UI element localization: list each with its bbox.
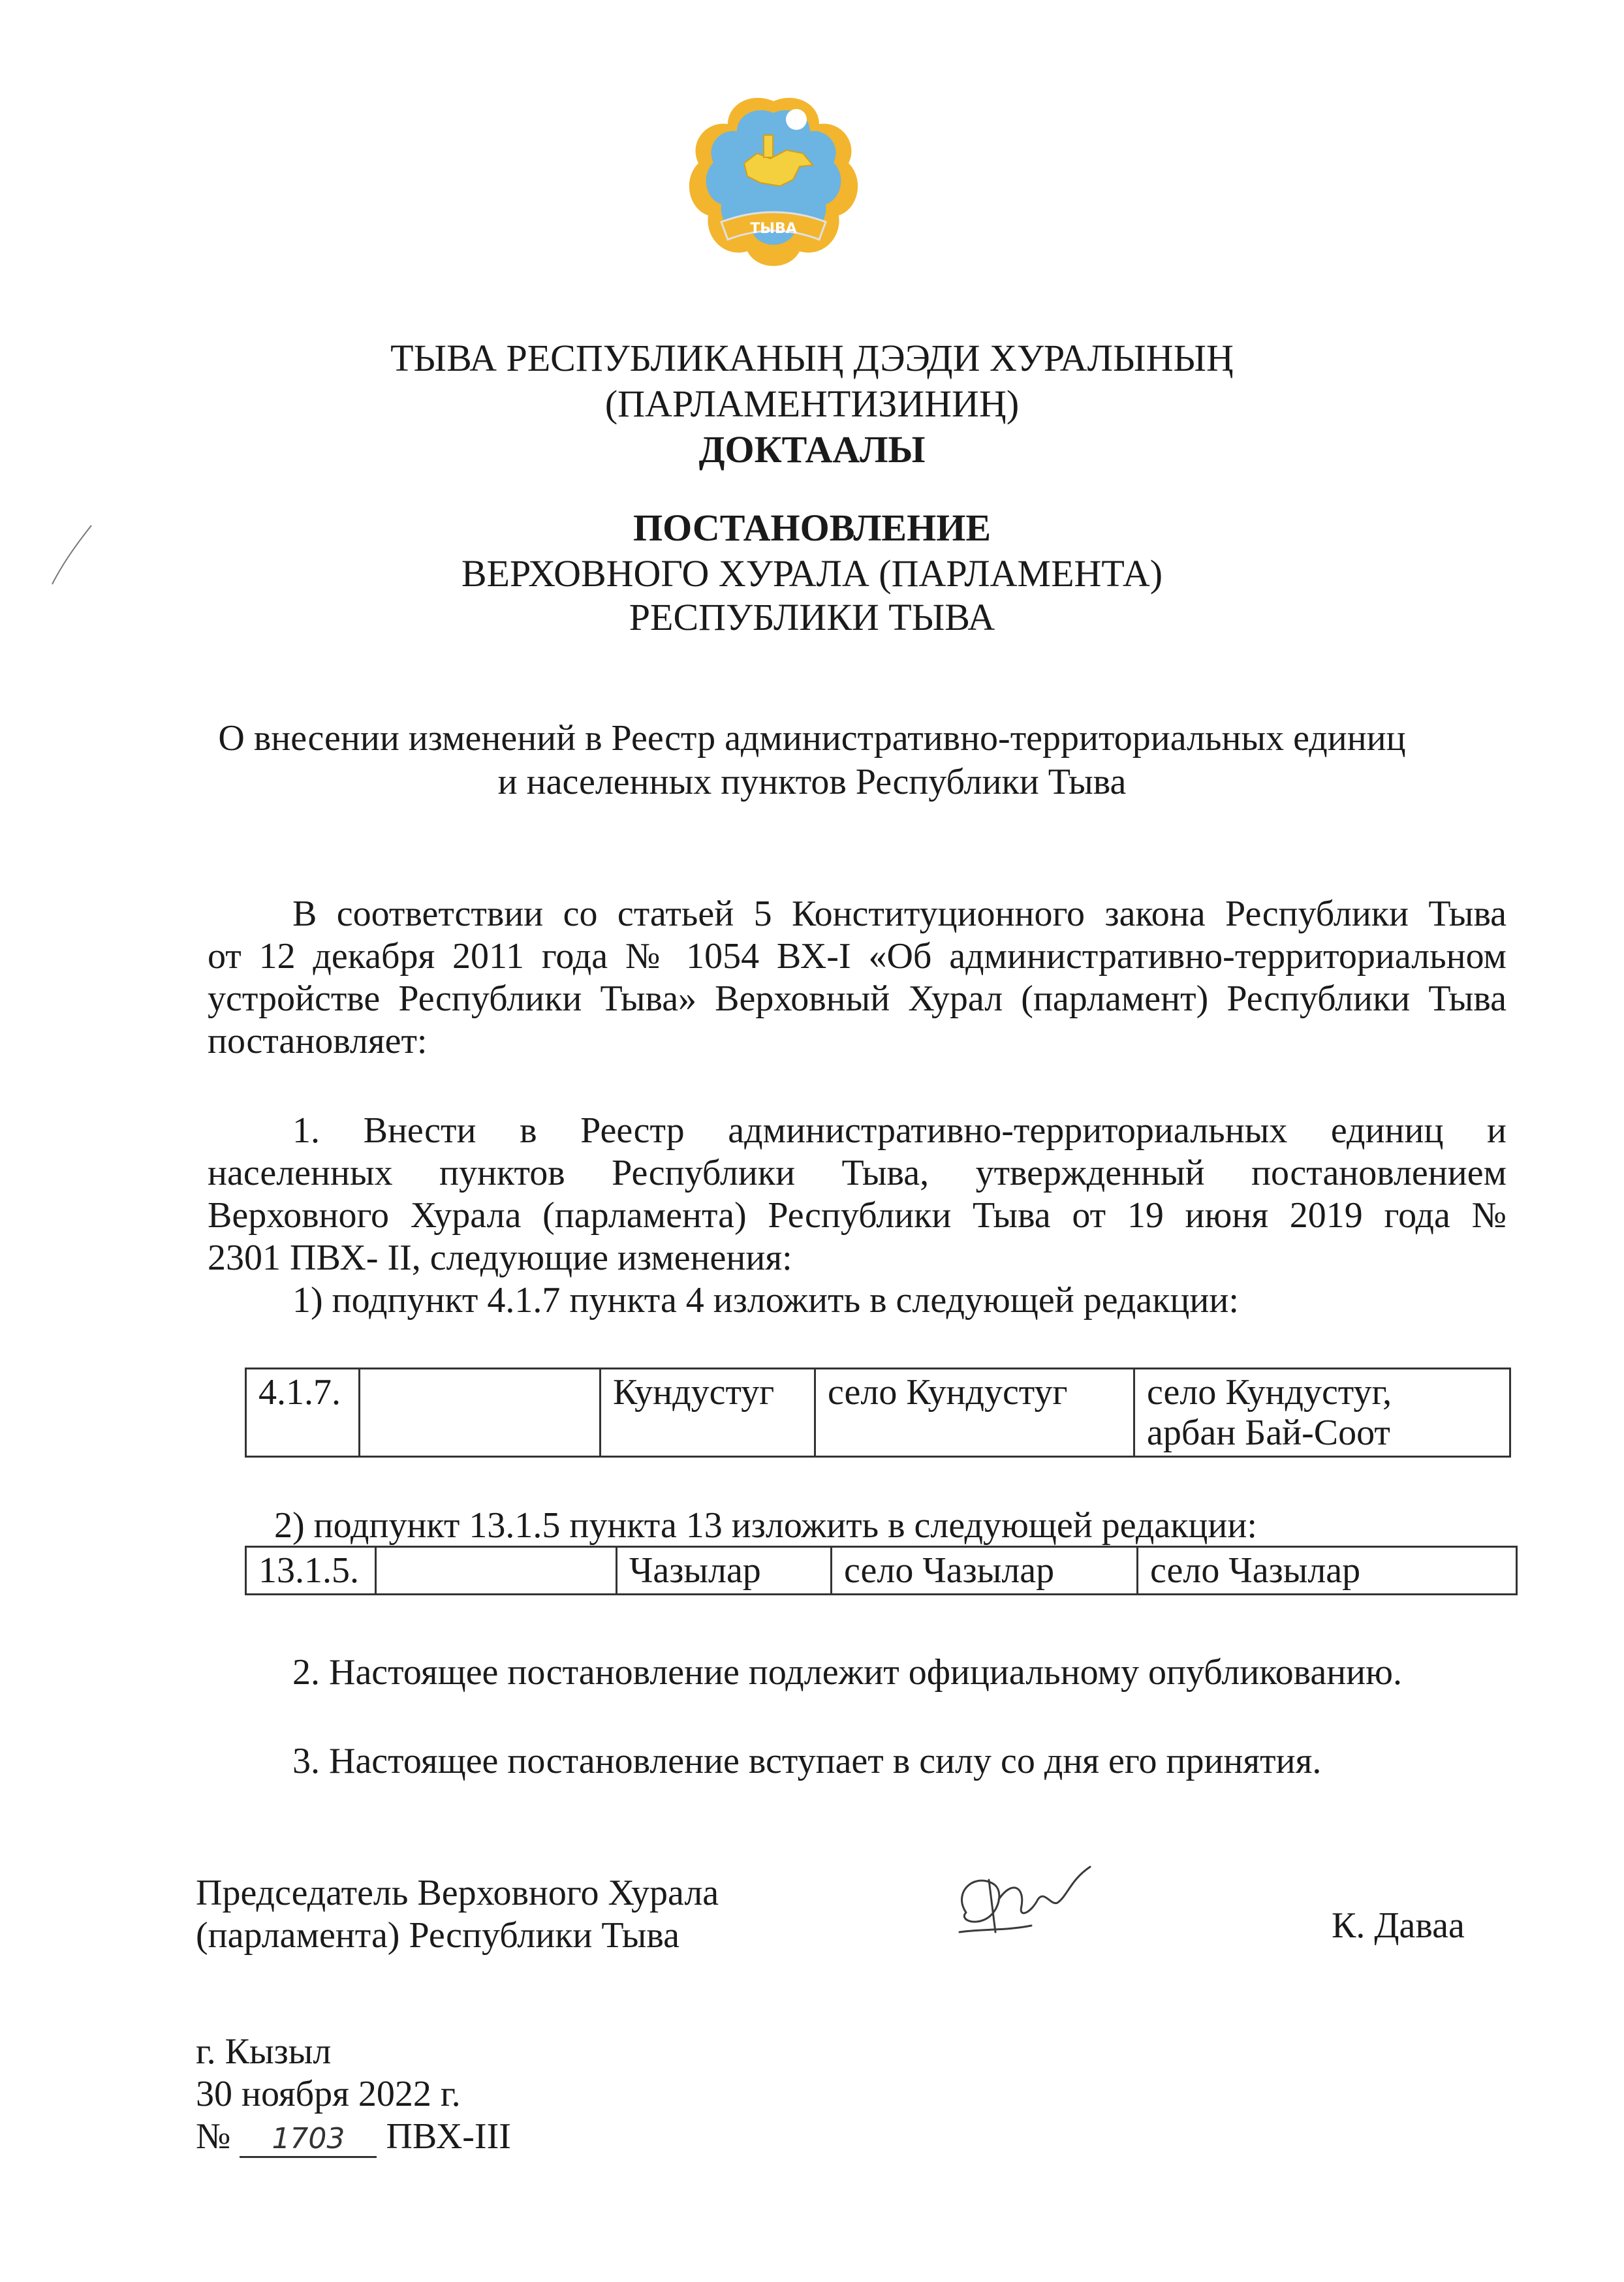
table-cell-center-line1: село Кундустуг,: [1147, 1372, 1392, 1413]
table-cell-settlement: село Чазылар: [832, 1547, 1138, 1595]
document-title-line2: и населенных пунктов Республики Тыва: [497, 762, 1127, 802]
preamble: [208, 893, 1507, 1063]
header-ru-line2: ВЕРХОВНОГО ХУРАЛА (ПАРЛАМЕНТА): [461, 552, 1163, 595]
tuva-coat-of-arms-icon: [682, 88, 865, 284]
header-ru-line3: РЕСПУБЛИКИ ТЫВА: [629, 596, 995, 638]
table-cell-name: Кундустуг: [601, 1369, 815, 1457]
preamble-line4: постановляет:: [208, 1021, 428, 1061]
item-3: 3. Настоящее постановление вступает в силу со дня его принятия.: [292, 1741, 1322, 1781]
table-cell-empty: [360, 1369, 601, 1457]
handwritten-signature: [940, 1854, 1110, 1952]
table-row: [246, 1547, 1517, 1595]
footer-number-suffix: ПВХ-III: [386, 2116, 511, 2157]
preamble-line2: от 12 декабря 2011 года № 1054 ВХ-I «Об административно-территориальном: [208, 936, 1507, 977]
footer-number-prefix: №: [196, 2116, 231, 2157]
footer-date: 30 ноября 2022 г.: [196, 2074, 461, 2114]
emblem-banner-text: ТЫВА: [750, 221, 797, 237]
footer-number-handwritten: 1703: [240, 2122, 377, 2158]
table-row: [246, 1369, 1510, 1457]
signatory-title-line2: (парламента) Республики Тыва: [196, 1915, 679, 1956]
table-cell-name: Чазылар: [617, 1547, 832, 1595]
item-1-line1: 1. Внести в Реестр административно-территориальных единиц и: [292, 1110, 1507, 1151]
signatory-title-line1: Председатель Верховного Хурала: [196, 1873, 719, 1913]
table-cell-center-line2: арбан Бай-Соот: [1147, 1413, 1390, 1453]
table-cell-code: 13.1.5.: [246, 1547, 376, 1595]
table-cell-empty: [376, 1547, 617, 1595]
registry-table-1: [245, 1368, 1511, 1458]
signatory-name: К. Даваа: [1332, 1905, 1465, 1946]
preamble-line3: устройстве Республики Тыва» Верховный Хурал (парламент) Республики Тыва: [208, 978, 1507, 1019]
header-tuvan-line2: (ПАРЛАМЕНТИЗИНИҢ): [604, 383, 1020, 425]
header-ru-line1: ПОСТАНОВЛЕНИЕ: [632, 507, 992, 549]
document-title-line1: О внесении изменений в Реестр административно-территориальных единиц: [218, 718, 1406, 758]
footer-number: [196, 2115, 511, 2158]
item-2: 2. Настоящее постановление подлежит официальному опубликованию.: [292, 1652, 1402, 1693]
header-tuvan-line1: ТЫВА РЕСПУБЛИКАНЫҢ ДЭЭДИ ХУРАЛЫНЫҢ: [390, 337, 1234, 379]
table-cell-center: село Чазылар: [1138, 1547, 1517, 1595]
table-cell-code: 4.1.7.: [246, 1369, 360, 1457]
registry-table-2: [245, 1546, 1518, 1595]
footer-city: г. Кызыл: [196, 2031, 332, 2072]
table-cell-settlement: село Кундустуг: [815, 1369, 1134, 1457]
item-1-line2: населенных пунктов Республики Тыва, утвержденный постановлением: [208, 1153, 1507, 1193]
header-tuvan-line3: ДОКТААЛЫ: [698, 428, 926, 471]
item-1-line3: Верховного Хурала (парламента) Республики Тыва от 19 июня 2019 года №: [208, 1195, 1507, 1236]
subitem-1-text: 1) подпункт 4.1.7 пункта 4 изложить в следующей редакции:: [292, 1280, 1239, 1321]
table-cell-center: [1134, 1369, 1510, 1457]
item-1: [208, 1110, 1507, 1322]
preamble-line1: В соответствии со статьей 5 Конституционного закона Республики Тыва: [292, 894, 1507, 934]
item-1-line4: 2301 ПВХ- II, следующие изменения:: [208, 1238, 792, 1278]
subitem-2-text: 2) подпункт 13.1.5 пункта 13 изложить в следующей редакции:: [274, 1505, 1257, 1546]
